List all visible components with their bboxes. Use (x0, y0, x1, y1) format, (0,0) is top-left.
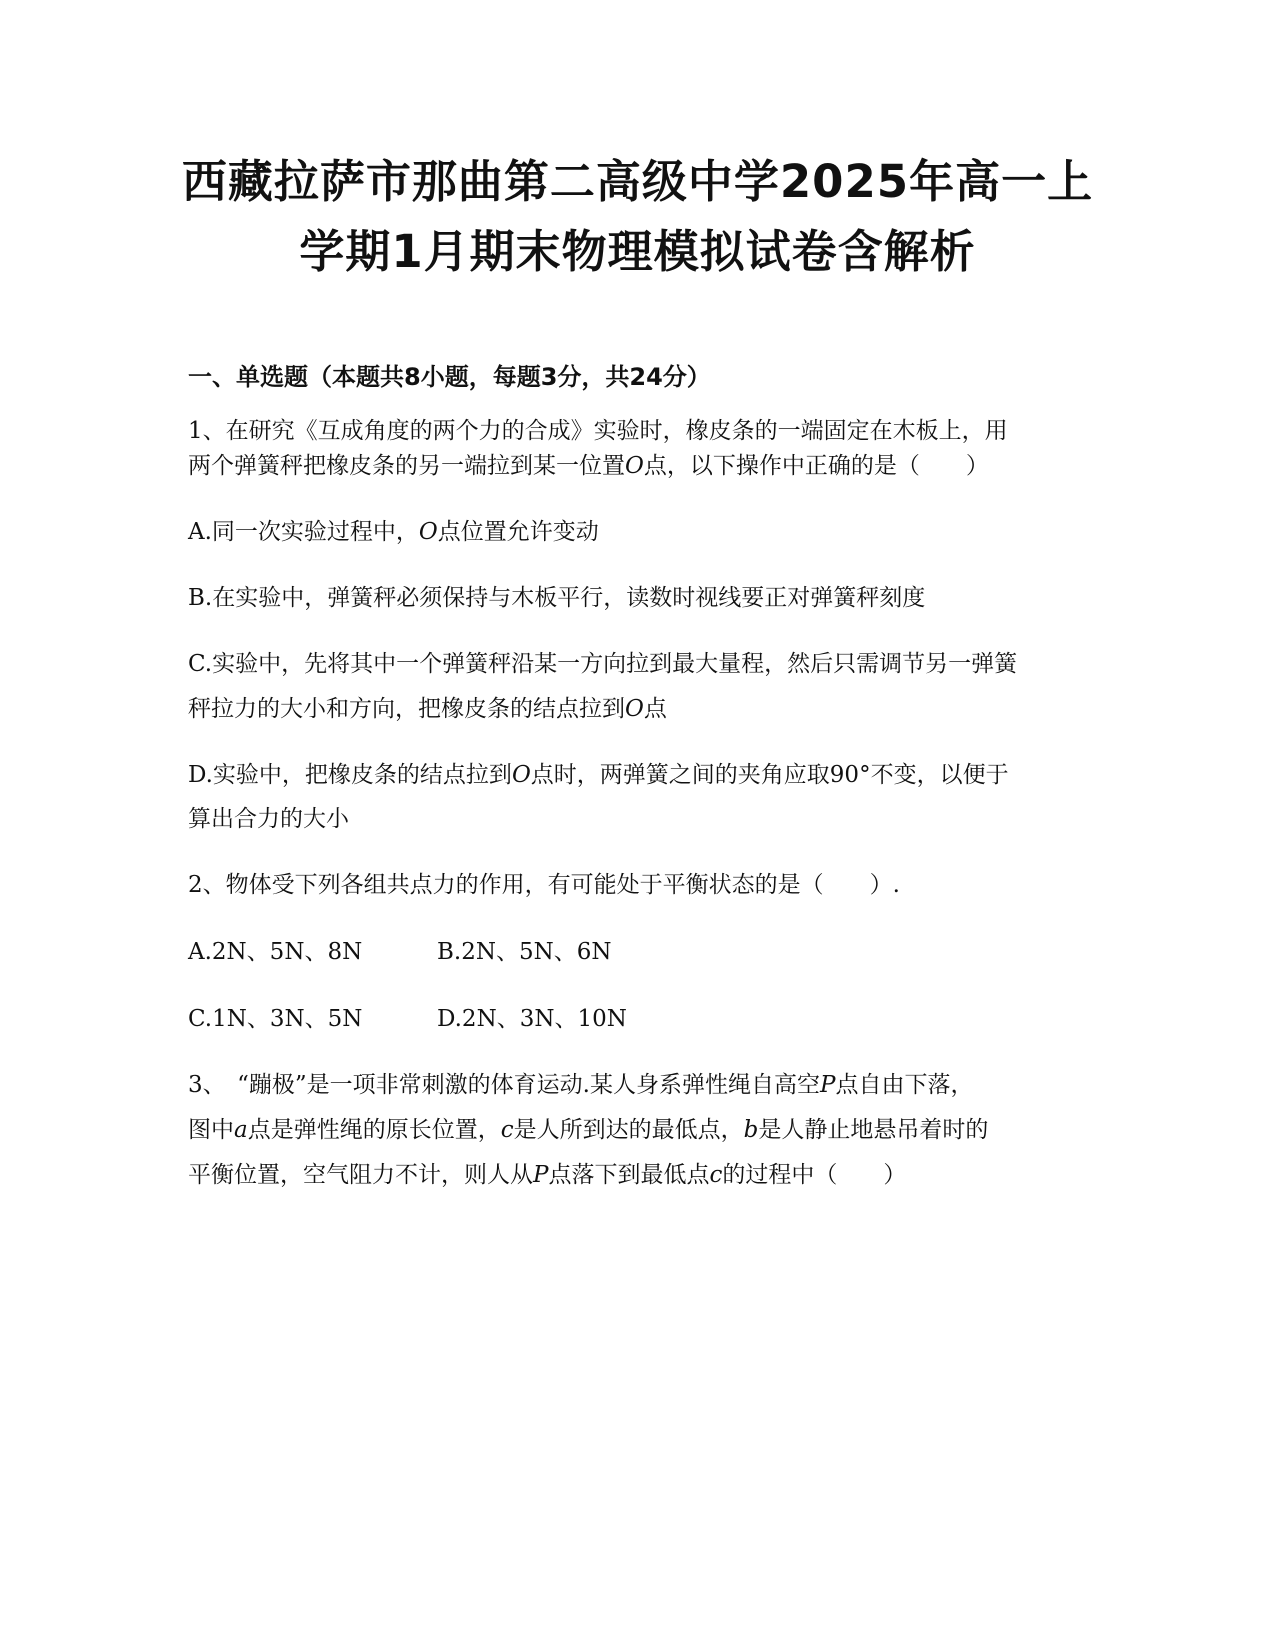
q1-stem-line-2 (188, 449, 989, 483)
q1-option-d-text-a: D.实验中，把橡皮条的结点拉到 (188, 762, 512, 788)
q1-option-d-text-b: 点时，两弹簧之间的夹角应取 (530, 762, 830, 788)
q1-stem-line-1: 1、在研究《互成角度的两个力的合成》实验时，橡皮条的一端固定在木板上，用 (188, 418, 1008, 444)
q3-text-2b: 点是弹性绳的原长位置， (247, 1117, 501, 1143)
document-title-line-1: 西藏拉萨市那曲第二高级中学2025年高一上 (181, 155, 1094, 208)
q1-option-d-angle: 90° (829, 762, 871, 788)
document-title-line-2: 学期1月期末物理模拟试卷含解析 (299, 225, 976, 278)
q1-stem-text-b: 点，以下操作中正确的是（ ） (643, 453, 989, 479)
q3-var-a: a (234, 1117, 248, 1143)
q3-var-p-2: P (533, 1162, 549, 1188)
q1-option-d-line-1 (188, 758, 1009, 792)
q3-text-1a: 3、 “蹦极”是一项非常刺激的体育运动.某人身系弹性绳自高空 (188, 1072, 820, 1098)
q1-option-c-point-o: O (625, 696, 644, 722)
q2-option-b: B.2N、5N、6N (437, 939, 612, 965)
q3-var-p: P (819, 1072, 836, 1098)
q1-option-c-line-2 (188, 692, 667, 726)
q3-stem-line-1 (188, 1068, 973, 1102)
q3-text-1b: 点自由下落， (835, 1072, 974, 1098)
q2-option-a: A.2N、5N、8N (188, 939, 363, 965)
q1-option-c-text: 秤拉力的大小和方向，把橡皮条的结点拉到 (188, 696, 625, 722)
q3-text-2c: 是人所到达的最低点， (513, 1117, 744, 1143)
q2-option-d: D.2N、3N、10N (437, 1006, 627, 1032)
q3-text-3a: 平衡位置，空气阻力不计，则人从 (188, 1162, 533, 1188)
q1-option-a-point-o: O (418, 519, 438, 545)
q3-stem-line-3 (188, 1158, 906, 1192)
q3-text-3c: 的过程中（ ） (722, 1162, 907, 1188)
q3-var-c-2: c (709, 1162, 723, 1188)
q1-option-a-text-b: 点位置允许变动 (437, 519, 599, 545)
q3-text-2d: 是人静止地悬吊着时的 (758, 1117, 989, 1143)
q3-stem-line-2 (188, 1113, 988, 1147)
q1-option-b: B.在实验中，弹簧秤必须保持与木板平行，读数时视线要正对弹簧秤刻度 (188, 585, 926, 611)
q2-stem: 2、物体受下列各组共点力的作用，有可能处于平衡状态的是（ ）. (188, 872, 900, 898)
q1-option-c-suffix: 点 (643, 696, 667, 722)
q1-stem-text-a: 两个弹簧秤把橡皮条的另一端拉到某一位置 (188, 453, 625, 479)
q1-option-c-line-1: C.实验中，先将其中一个弹簧秤沿某一方向拉到最大量程，然后只需调节另一弹簧 (188, 651, 1018, 677)
q1-option-a (188, 515, 599, 549)
q2-option-c: C.1N、3N、5N (188, 1006, 363, 1032)
q1-option-a-text-a: A.同一次实验过程中， (188, 519, 419, 545)
q1-option-d-line-2: 算出合力的大小 (188, 806, 349, 832)
q1-point-o: O (625, 453, 644, 479)
q1-option-d-text-c: 不变，以便于 (870, 762, 1009, 788)
section-heading-single-choice: 一、单选题（本题共8小题，每题3分，共24分） (188, 363, 711, 391)
q3-text-3b: 点落下到最低点 (548, 1162, 710, 1188)
q3-var-b: b (743, 1117, 759, 1143)
q3-text-2a: 图中 (188, 1117, 234, 1143)
q1-option-d-point-o: O (511, 762, 531, 788)
q3-var-c: c (500, 1117, 514, 1143)
